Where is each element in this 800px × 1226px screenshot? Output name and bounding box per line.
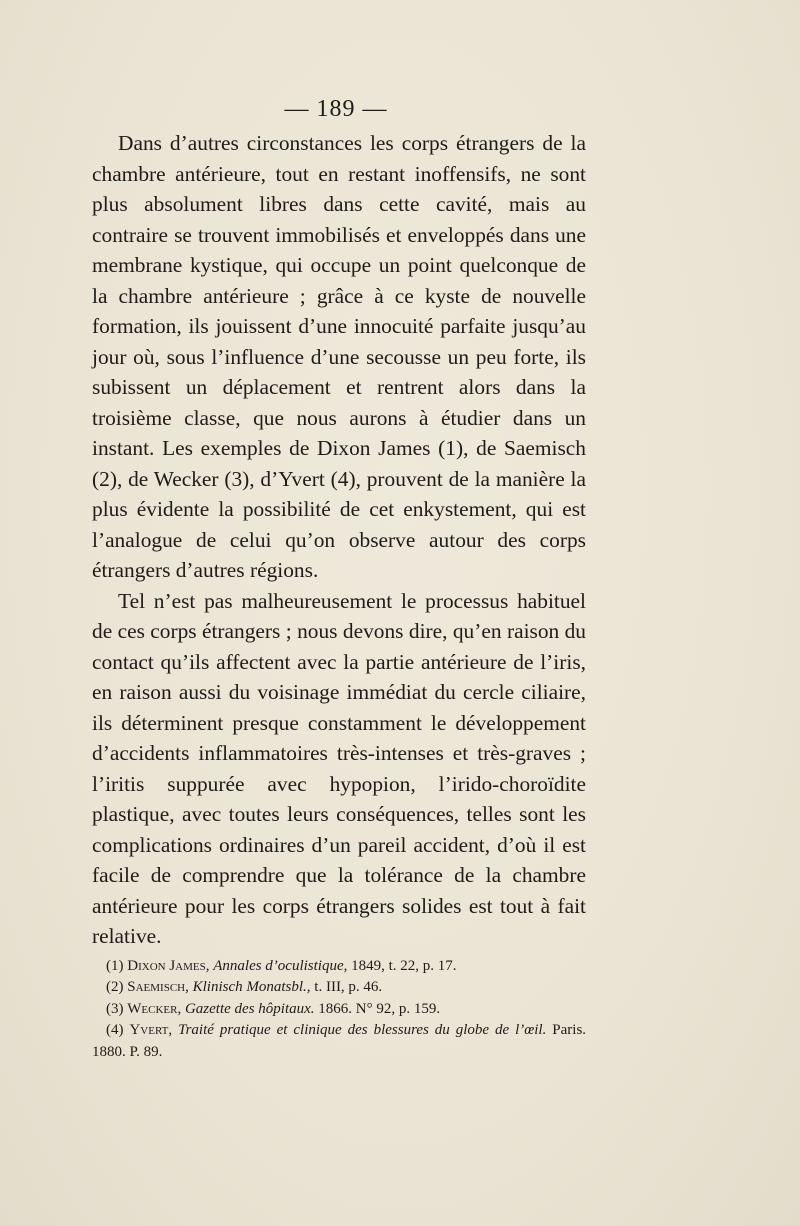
footnote-work: Gazette des hôpitaux. (184, 1000, 315, 1017)
footnote-1 (92, 956, 586, 978)
footnote-reference: 1866. N° 92, p. 159. (318, 1000, 441, 1017)
footnote-number: (4) (106, 1022, 124, 1038)
footnote-2 (92, 977, 586, 999)
footnote-work: Klinisch Monatsbl., (192, 979, 311, 995)
footnote-author: Yvert, (129, 1022, 173, 1038)
footnote-reference: Paris. 1880. P. 89. (92, 1022, 587, 1060)
footnote-author: Wecker, (127, 1000, 182, 1017)
body-text (92, 128, 586, 1063)
footnotes (92, 956, 586, 1064)
footnote-number: (1) (106, 957, 124, 974)
footnote-work: Traité pratique et clinique des blessures du globe de l’œil. (178, 1022, 547, 1038)
paragraph-1: Dans d’autres circonstances les corps étrangers de la chambre antérieure, tout en restant inoffensifs, ne sont plus absolument libres dans cette cavité, mais au contraire se trouvent immobilisés et enveloppés dans une membrane kystique, qui occupe un point quelconque de la chambre antérieure ; grâce à ce kyste de nouvelle formation, ils jouissent d’une innocuité parfaite jusqu’au jour où, sous l’influence d’une secousse un peu forte, ils subissent un déplacement et rentrent alors dans la troisième classe, que nous aurons à étudier dans un instant. Les exemples de Dixon James (1), de Saemisch (2), de Wecker (3), d’Yvert (4), prouvent de la manière la plus évidente la possibilité de cet enkystement, qui est l’analogue de celui qu’on observe autour des corps étrangers d’autres régions. (92, 131, 586, 582)
paragraph-2: Tel n’est pas malheureusement le processus habituel de ces corps étrangers ; nous devons dire, qu’en raison du contact qu’ils affectent avec la partie antérieure de l’iris, en raison aussi du voisinage immédiat du cercle ciliaire, ils déterminent presque constamment le développement d’accidents inflammatoires très-intenses et très-graves ; l’iritis suppurée avec hypopion, l’irido-choroïdite plastique, avec toutes leurs conséquences, telles sont les complications ordinaires d’un pareil accident, d’où il est facile de comprendre que la tolérance de la chambre antérieure pour les corps étrangers solides est tout à fait relative. (92, 588, 586, 948)
footnote-number: (2) (106, 979, 124, 995)
footnote-author: Dixon James, (127, 957, 210, 974)
footnote-reference: t. III, p. 46. (314, 979, 383, 995)
footnote-4 (92, 1020, 586, 1063)
footnote-3 (92, 999, 586, 1021)
footnote-reference: 1849, t. 22, p. 17. (351, 957, 457, 974)
footnote-work: Annales d’oculistique, (213, 957, 348, 974)
footnote-number: (3) (106, 1000, 124, 1017)
page-number: — 189 — (284, 96, 388, 122)
footnote-author: Saemisch, (127, 979, 189, 995)
